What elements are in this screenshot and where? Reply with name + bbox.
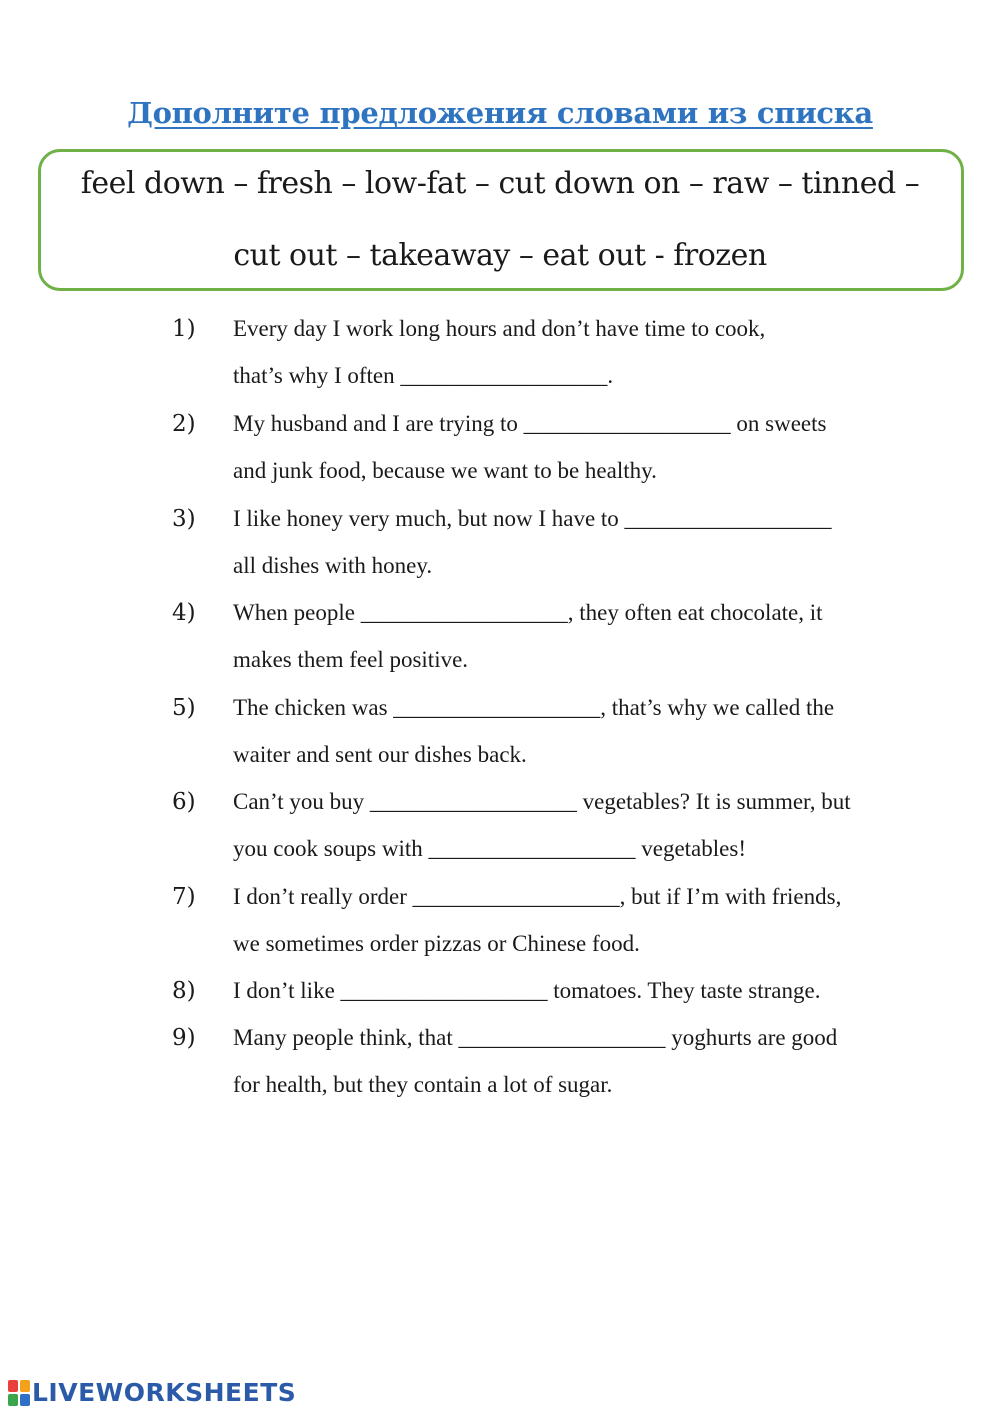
exercise-text <box>233 495 927 589</box>
exercise-number: 5) <box>172 695 196 721</box>
exercise-text <box>233 967 927 1014</box>
exercise-line: makes them feel positive. <box>233 647 469 672</box>
exercise-text <box>233 400 927 494</box>
exercise-number: 1) <box>172 316 196 342</box>
exercise-line: you cook soups with __________________ vegetables! <box>233 836 746 861</box>
exercise-number: 6) <box>172 789 196 815</box>
word-list-line-1: feel down – fresh – low-fat – cut down on – raw – tinned – <box>80 166 920 201</box>
exercise-line: Every day I work long hours and don’t have time to cook, <box>233 316 766 341</box>
page-title: Дополните предложения словами из списка <box>127 96 873 130</box>
exercise-line: When people __________________, they often eat chocolate, it <box>233 600 823 625</box>
exercise-number: 2) <box>172 411 196 437</box>
exercise-text <box>233 305 927 399</box>
liveworksheets-logo[interactable] <box>8 1378 296 1407</box>
logo-text: LIVEWORKSHEETS <box>32 1378 297 1407</box>
exercise-number: 9) <box>172 1025 196 1051</box>
exercise-line: that’s why I often __________________. <box>233 363 614 388</box>
exercise-line: Can’t you buy __________________ vegetables? It is summer, but <box>233 789 851 814</box>
exercise-line: My husband and I are trying to __________________ on sweets <box>233 411 827 436</box>
logo-icon <box>8 1380 30 1406</box>
exercise-line: for health, but they contain a lot of sugar. <box>233 1072 613 1097</box>
word-list-line-2: cut out – takeaway – eat out - frozen <box>233 238 767 273</box>
exercise-number: 3) <box>172 506 196 532</box>
exercise-number: 8) <box>172 978 196 1004</box>
exercise-line: The chicken was __________________, that’s why we called the <box>233 695 835 720</box>
exercise-text <box>233 1014 927 1108</box>
exercise-line: I don’t really order __________________, but if I’m with friends, <box>233 884 842 909</box>
exercise-line: and junk food, because we want to be healthy. <box>233 458 657 483</box>
exercise-text <box>233 589 927 683</box>
exercise-text <box>233 778 927 872</box>
exercise-text <box>233 873 927 967</box>
exercise-line: all dishes with honey. <box>233 553 433 578</box>
exercise-line: I like honey very much, but now I have to __________________ <box>233 506 832 531</box>
exercise-line: Many people think, that __________________ yoghurts are good <box>233 1025 838 1050</box>
exercise-number: 7) <box>172 884 196 910</box>
exercise-text <box>233 684 927 778</box>
exercise-number: 4) <box>172 600 196 626</box>
exercise-line: waiter and sent our dishes back. <box>233 742 527 767</box>
exercise-line: we sometimes order pizzas or Chinese food. <box>233 931 640 956</box>
exercise-line: I don’t like __________________ tomatoes. They taste strange. <box>233 978 821 1003</box>
